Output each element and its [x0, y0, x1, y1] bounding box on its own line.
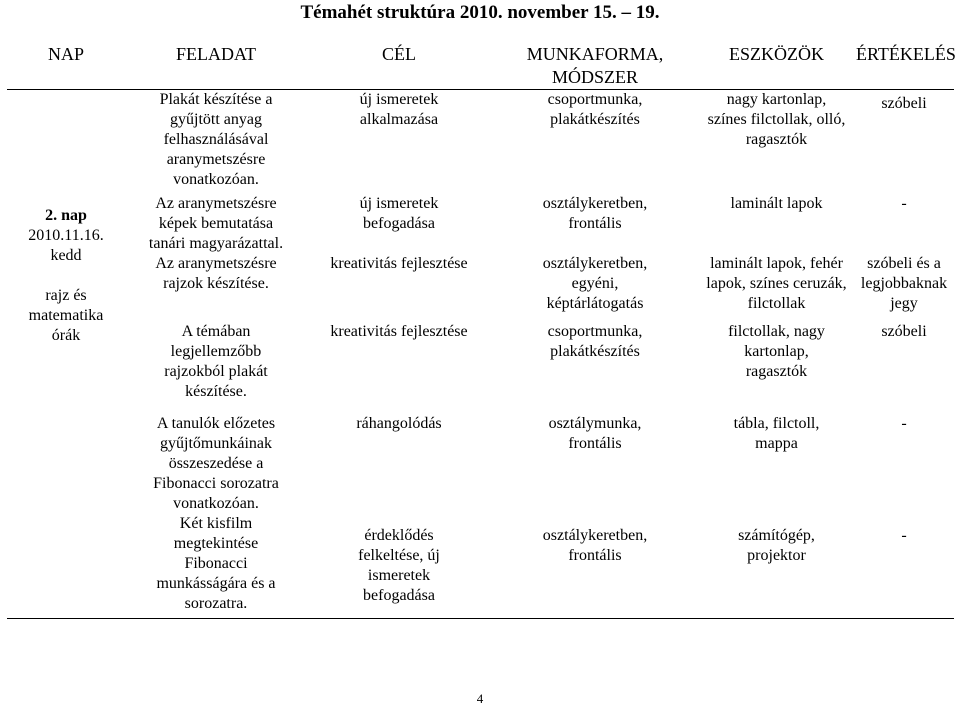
- col-header-munkaforma: [491, 43, 699, 90]
- cel-cell: kreativitás fejlesztése: [330, 255, 468, 272]
- table-row: [7, 90, 954, 191]
- eszkozok-cell: filctollak, nagy kartonlap, ragasztók: [728, 323, 825, 380]
- munkaforma-cell: csoportmunka, plakátkészítés: [547, 323, 643, 360]
- header-row: [7, 43, 954, 90]
- day-label: 2. nap: [45, 207, 87, 224]
- munkaforma-cell: osztálykeretben, egyéni, képtárlátogatás: [542, 255, 648, 312]
- day-subject-3: órák: [51, 327, 81, 344]
- feladat-cell: Az aranymetszésre rajzok készítése.: [155, 255, 277, 292]
- munkaforma-cell: osztálykeretben, frontális: [491, 514, 699, 619]
- eszkozok-cell: számítógép, projektor: [699, 514, 854, 619]
- feladat-cell: Két kisfilm megtekintése Fibonacci munkásságára és a sorozatra.: [125, 514, 307, 619]
- page-number: 4: [476, 691, 484, 706]
- ertekeles-cell: szóbeli: [854, 90, 954, 191]
- col-header-munkaforma-text: MUNKAFORMA, MÓDSZER: [526, 44, 664, 87]
- col-header-eszkozok: ESZKÖZÖK: [729, 44, 824, 64]
- col-header-nap: NAP: [47, 44, 84, 64]
- cel-cell: új ismeretek alkalmazása: [307, 90, 491, 191]
- col-header-feladat: FELADAT: [176, 44, 256, 64]
- page-title: Témahét struktúra 2010. november 15. – 19.: [300, 2, 660, 23]
- table-row: [7, 514, 954, 619]
- munkaforma-cell: osztálymunka, frontális: [548, 415, 642, 452]
- cel-cell: ráhangolódás: [356, 415, 442, 432]
- cel-cell: érdeklődés felkeltése, új ismeretek befogadása: [307, 514, 491, 619]
- eszkozok-cell: tábla, filctoll, mappa: [733, 415, 820, 452]
- day-subject-1: rajz és: [45, 287, 87, 304]
- cel-cell: új ismeretek befogadása: [359, 195, 439, 232]
- day-weekday: kedd: [50, 247, 82, 264]
- day-subject-2: matematika: [28, 307, 104, 324]
- col-header-cel: CÉL: [382, 44, 416, 64]
- table-row: [7, 254, 954, 314]
- table-row: [7, 314, 954, 402]
- table-row: [7, 190, 954, 254]
- ertekeles-cell: szóbeli és a legjobbaknak jegy: [860, 255, 948, 312]
- feladat-cell: A tanulók előzetes gyűjtőmunkáinak összeszedése a Fibonacci sorozatra vonatkozóan.: [153, 415, 279, 512]
- feladat-cell: Plakát készítése a gyűjtött anyag felhasználásával aranymetszésre vonatkozóan.: [125, 90, 307, 191]
- eszkozok-cell: nagy kartonlap, színes filctollak, olló, ragasztók: [699, 90, 854, 191]
- eszkozok-cell: laminált lapok, fehér lapok, színes ceruzák, filctollak: [706, 255, 847, 312]
- ertekeles-cell: -: [854, 514, 954, 619]
- day-date: 2010.11.16.: [28, 227, 104, 244]
- eszkozok-cell: laminált lapok: [730, 195, 823, 212]
- ertekeles-cell: -: [901, 415, 907, 432]
- col-header-ertekeles: ÉRTÉKELÉS: [856, 44, 956, 64]
- table-row: [7, 402, 954, 514]
- ertekeles-cell: -: [901, 195, 907, 212]
- ertekeles-cell: szóbeli: [881, 323, 927, 340]
- day-cell: [7, 90, 125, 619]
- plan-table: [7, 43, 954, 619]
- cel-cell: kreativitás fejlesztése: [330, 323, 468, 340]
- munkaforma-cell: osztálykeretben, frontális: [542, 195, 648, 232]
- feladat-cell: Az aranymetszésre képek bemutatása tanári magyarázattal.: [148, 195, 284, 252]
- munkaforma-cell: csoportmunka, plakátkészítés: [491, 90, 699, 191]
- feladat-cell: A témában legjellemzőbb rajzokból plakát készítése.: [164, 323, 268, 400]
